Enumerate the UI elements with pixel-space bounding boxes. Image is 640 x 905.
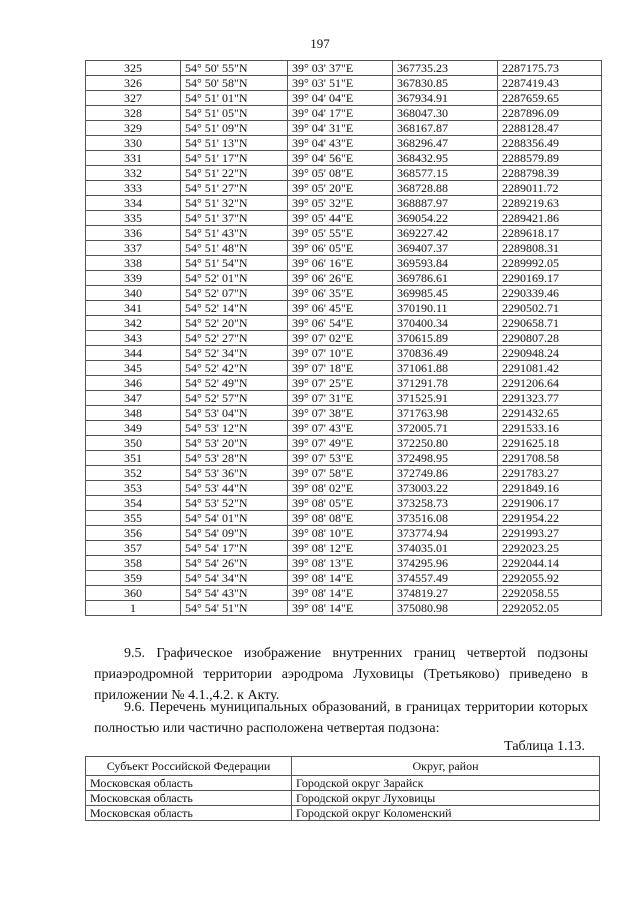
table-cell: 2290502.71 — [498, 301, 602, 316]
table-row — [86, 586, 602, 601]
table-cell: 39° 04' 31"E — [288, 121, 393, 136]
table-cell: 39° 07' 10"E — [288, 346, 393, 361]
table-cell: 368728.88 — [393, 181, 498, 196]
table-row — [86, 76, 602, 91]
table-cell: 39° 08' 02"E — [288, 481, 393, 496]
table-cell: 39° 06' 54"E — [288, 316, 393, 331]
table-cell: 39° 04' 43"E — [288, 136, 393, 151]
table-cell: 54° 52' 34"N — [181, 346, 288, 361]
table-row — [86, 496, 602, 511]
table-cell: 2291432.65 — [498, 406, 602, 421]
table-cell: 2291954.22 — [498, 511, 602, 526]
table-cell: 54° 50' 58"N — [181, 76, 288, 91]
table-cell: 2288798.39 — [498, 166, 602, 181]
table-cell: 341 — [86, 301, 181, 316]
table-cell: 373003.22 — [393, 481, 498, 496]
table-cell: 54° 53' 44"N — [181, 481, 288, 496]
table-cell: 54° 51' 17"N — [181, 151, 288, 166]
table-cell: 329 — [86, 121, 181, 136]
table-cell: Московская область — [86, 776, 292, 791]
table-row — [86, 791, 600, 806]
table-cell: 355 — [86, 511, 181, 526]
table-cell: 54° 54' 43"N — [181, 586, 288, 601]
table-row — [86, 91, 602, 106]
table-cell: 2288579.89 — [498, 151, 602, 166]
table-cell: 2292023.25 — [498, 541, 602, 556]
table-cell: 368887.97 — [393, 196, 498, 211]
table-cell: 39° 08' 05"E — [288, 496, 393, 511]
table-cell: 54° 53' 12"N — [181, 421, 288, 436]
table-cell: 39° 05' 44"E — [288, 211, 393, 226]
table-cell: 39° 08' 14"E — [288, 601, 393, 616]
table-cell: 371525.91 — [393, 391, 498, 406]
table-cell: 54° 51' 09"N — [181, 121, 288, 136]
table-cell: 39° 04' 17"E — [288, 106, 393, 121]
table-cell: 353 — [86, 481, 181, 496]
table-cell: 352 — [86, 466, 181, 481]
table-cell: 54° 54' 09"N — [181, 526, 288, 541]
table-cell: 54° 52' 20"N — [181, 316, 288, 331]
column-header-subject: Субъект Российской Федерации — [86, 757, 292, 776]
table-cell: 358 — [86, 556, 181, 571]
table-row — [86, 601, 602, 616]
table-cell: 327 — [86, 91, 181, 106]
table-row — [86, 466, 602, 481]
table-cell: Московская область — [86, 791, 292, 806]
table-cell: 54° 51' 37"N — [181, 211, 288, 226]
table-row — [86, 316, 602, 331]
table-cell: 2289618.17 — [498, 226, 602, 241]
table-row — [86, 391, 602, 406]
table-cell: 39° 08' 12"E — [288, 541, 393, 556]
table-cell: 371763.98 — [393, 406, 498, 421]
table-row — [86, 541, 602, 556]
table-row — [86, 406, 602, 421]
table-cell: 343 — [86, 331, 181, 346]
table-cell: 39° 08' 13"E — [288, 556, 393, 571]
table-row — [86, 421, 602, 436]
table-cell: 2289219.63 — [498, 196, 602, 211]
table-cell: 54° 51' 54"N — [181, 256, 288, 271]
table-cell: 39° 06' 26"E — [288, 271, 393, 286]
table-cell: 39° 06' 16"E — [288, 256, 393, 271]
table-cell: 2292058.55 — [498, 586, 602, 601]
table-cell: 54° 52' 42"N — [181, 361, 288, 376]
table-cell: 2291783.27 — [498, 466, 602, 481]
table-cell: 335 — [86, 211, 181, 226]
table-cell: 54° 54' 26"N — [181, 556, 288, 571]
table-cell: 54° 52' 01"N — [181, 271, 288, 286]
table-row — [86, 451, 602, 466]
table-cell: 54° 52' 27"N — [181, 331, 288, 346]
table-cell: 368167.87 — [393, 121, 498, 136]
table-cell: 345 — [86, 361, 181, 376]
table-row — [86, 511, 602, 526]
table-cell: 371291.78 — [393, 376, 498, 391]
table-cell: 369786.61 — [393, 271, 498, 286]
table-cell: 54° 54' 17"N — [181, 541, 288, 556]
table-cell: 346 — [86, 376, 181, 391]
table-cell: 334 — [86, 196, 181, 211]
table-cell: 54° 52' 49"N — [181, 376, 288, 391]
table-cell: 54° 51' 27"N — [181, 181, 288, 196]
table-row — [86, 776, 600, 791]
coordinates-table — [85, 60, 602, 616]
table-cell: 369985.45 — [393, 286, 498, 301]
table-cell: 370615.89 — [393, 331, 498, 346]
table-row — [86, 61, 602, 76]
table-caption: Таблица 1.13. — [504, 739, 585, 754]
table-cell: 39° 05' 55"E — [288, 226, 393, 241]
table-cell: 39° 05' 08"E — [288, 166, 393, 181]
table-cell: 2290658.71 — [498, 316, 602, 331]
table-cell: 39° 08' 08"E — [288, 511, 393, 526]
table-cell: 2288128.47 — [498, 121, 602, 136]
table-cell: 39° 07' 49"E — [288, 436, 393, 451]
table-cell: 39° 07' 38"E — [288, 406, 393, 421]
table-cell: 339 — [86, 271, 181, 286]
table-cell: 331 — [86, 151, 181, 166]
table-cell: 39° 07' 58"E — [288, 466, 393, 481]
table-row — [86, 376, 602, 391]
table-cell: 344 — [86, 346, 181, 361]
table-cell: 337 — [86, 241, 181, 256]
table-cell: 39° 06' 45"E — [288, 301, 393, 316]
table-cell: 39° 05' 32"E — [288, 196, 393, 211]
paragraph-9-5: 9.5. Графическое изображение внутренних границ четвертой подзоны приаэродромной территории аэродрома Луховицы (Третьяково) приведено в приложении № 4.1.,4.2. к Акту. — [94, 646, 588, 703]
table-cell: 54° 51' 13"N — [181, 136, 288, 151]
table-cell: 342 — [86, 316, 181, 331]
table-cell: 359 — [86, 571, 181, 586]
table-cell: 54° 53' 36"N — [181, 466, 288, 481]
table-row — [86, 106, 602, 121]
table-cell: 39° 04' 04"E — [288, 91, 393, 106]
table-cell: 374035.01 — [393, 541, 498, 556]
table-cell: Городской округ Луховицы — [292, 791, 600, 806]
table-cell: 2287896.09 — [498, 106, 602, 121]
table-cell: 54° 54' 34"N — [181, 571, 288, 586]
table-cell: 1 — [86, 601, 181, 616]
table-cell: 328 — [86, 106, 181, 121]
table-cell: 39° 08' 14"E — [288, 586, 393, 601]
table-row — [86, 556, 602, 571]
table-cell: 2291206.64 — [498, 376, 602, 391]
table-cell: 373516.08 — [393, 511, 498, 526]
table-cell: 373258.73 — [393, 496, 498, 511]
table-cell: 333 — [86, 181, 181, 196]
table-cell: Московская область — [86, 806, 292, 821]
table-cell: 2291906.17 — [498, 496, 602, 511]
table-cell: 375080.98 — [393, 601, 498, 616]
table-cell: 350 — [86, 436, 181, 451]
table-cell: 54° 53' 52"N — [181, 496, 288, 511]
table-cell: 332 — [86, 166, 181, 181]
table-row — [86, 361, 602, 376]
table-cell: 39° 03' 51"E — [288, 76, 393, 91]
table-cell: 348 — [86, 406, 181, 421]
table-cell: 54° 51' 22"N — [181, 166, 288, 181]
table-cell: 39° 04' 56"E — [288, 151, 393, 166]
table-cell: 2291993.27 — [498, 526, 602, 541]
table-cell: 2291708.58 — [498, 451, 602, 466]
table-cell: 2289808.31 — [498, 241, 602, 256]
table-cell: 368047.30 — [393, 106, 498, 121]
table-cell: 372498.95 — [393, 451, 498, 466]
table-cell: 372250.80 — [393, 436, 498, 451]
table-cell: 39° 08' 10"E — [288, 526, 393, 541]
table-cell: 374819.27 — [393, 586, 498, 601]
table-cell: 367830.85 — [393, 76, 498, 91]
table-cell: 2290948.24 — [498, 346, 602, 361]
table-row — [86, 286, 602, 301]
table-cell: 374557.49 — [393, 571, 498, 586]
table-cell: 2291323.77 — [498, 391, 602, 406]
table-row — [86, 151, 602, 166]
page-number: 197 — [310, 36, 330, 51]
table-cell: 54° 51' 48"N — [181, 241, 288, 256]
table-cell: 357 — [86, 541, 181, 556]
table-cell: 368432.95 — [393, 151, 498, 166]
table-cell: 54° 51' 43"N — [181, 226, 288, 241]
table-cell: 39° 07' 18"E — [288, 361, 393, 376]
table-cell: 369407.37 — [393, 241, 498, 256]
table-cell: 371061.88 — [393, 361, 498, 376]
table-cell: 349 — [86, 421, 181, 436]
table-row — [86, 346, 602, 361]
table-cell: 54° 53' 04"N — [181, 406, 288, 421]
table-cell: 372005.71 — [393, 421, 498, 436]
table-cell: 54° 53' 28"N — [181, 451, 288, 466]
table-cell: 326 — [86, 76, 181, 91]
table-cell: 370836.49 — [393, 346, 498, 361]
table-cell: 54° 51' 32"N — [181, 196, 288, 211]
table-cell: 373774.94 — [393, 526, 498, 541]
table-cell: 374295.96 — [393, 556, 498, 571]
table-cell: 39° 05' 20"E — [288, 181, 393, 196]
table-cell: 2292055.92 — [498, 571, 602, 586]
table-cell: 340 — [86, 286, 181, 301]
table-cell: 370400.34 — [393, 316, 498, 331]
table-cell: 338 — [86, 256, 181, 271]
table-cell: 39° 07' 25"E — [288, 376, 393, 391]
table-cell: 2288356.49 — [498, 136, 602, 151]
table-row — [86, 166, 602, 181]
table-cell: 2291081.42 — [498, 361, 602, 376]
table-cell: 54° 54' 01"N — [181, 511, 288, 526]
table-cell: 39° 06' 05"E — [288, 241, 393, 256]
table-cell: 367934.91 — [393, 91, 498, 106]
table-cell: 39° 07' 53"E — [288, 451, 393, 466]
table-cell: 2291849.16 — [498, 481, 602, 496]
table-row — [86, 211, 602, 226]
table-cell: 367735.23 — [393, 61, 498, 76]
paragraph-9-6: 9.6. Перечень муниципальных образований, в границах территории которых полностью или частично расположена четвертая подзона: — [94, 700, 588, 736]
column-header-district: Округ, район — [292, 757, 600, 776]
table-cell: 2289992.05 — [498, 256, 602, 271]
table-cell: 39° 07' 31"E — [288, 391, 393, 406]
table-cell: 325 — [86, 61, 181, 76]
table-cell: 39° 07' 02"E — [288, 331, 393, 346]
table-cell: 39° 03' 37"E — [288, 61, 393, 76]
table-cell: 2292044.14 — [498, 556, 602, 571]
table-row — [86, 526, 602, 541]
table-cell: 369227.42 — [393, 226, 498, 241]
table-cell: 39° 07' 43"E — [288, 421, 393, 436]
table-cell: 370190.11 — [393, 301, 498, 316]
table-cell: 369054.22 — [393, 211, 498, 226]
table-row — [86, 481, 602, 496]
table-cell: 2292052.05 — [498, 601, 602, 616]
table-cell: 330 — [86, 136, 181, 151]
table-row — [86, 241, 602, 256]
table-cell: 2287659.65 — [498, 91, 602, 106]
table-cell: 2287175.73 — [498, 61, 602, 76]
table-cell: 368577.15 — [393, 166, 498, 181]
table-cell: 54° 52' 07"N — [181, 286, 288, 301]
table-cell: 54° 51' 01"N — [181, 91, 288, 106]
table-cell: 2289421.86 — [498, 211, 602, 226]
table-cell: 2287419.43 — [498, 76, 602, 91]
table-row — [86, 331, 602, 346]
table-row — [86, 806, 600, 821]
table-row — [86, 271, 602, 286]
table-cell: 356 — [86, 526, 181, 541]
table-row — [86, 196, 602, 211]
table-row — [86, 226, 602, 241]
table-cell: 351 — [86, 451, 181, 466]
table-row — [86, 121, 602, 136]
table-row — [86, 436, 602, 451]
table-cell: 54° 53' 20"N — [181, 436, 288, 451]
table-cell: 54° 52' 57"N — [181, 391, 288, 406]
table-cell: 2290807.28 — [498, 331, 602, 346]
table-row — [86, 181, 602, 196]
table-cell: Городской округ Зарайск — [292, 776, 600, 791]
table-cell: 54° 50' 55"N — [181, 61, 288, 76]
table-cell: 54° 54' 51"N — [181, 601, 288, 616]
table-row — [86, 136, 602, 151]
table-cell: 368296.47 — [393, 136, 498, 151]
table-cell: 39° 06' 35"E — [288, 286, 393, 301]
table-row — [86, 256, 602, 271]
table-cell: 347 — [86, 391, 181, 406]
table-cell: 2289011.72 — [498, 181, 602, 196]
table-cell: Городской округ Коломенский — [292, 806, 600, 821]
table-cell: 336 — [86, 226, 181, 241]
table-cell: 354 — [86, 496, 181, 511]
table-cell: 39° 08' 14"E — [288, 571, 393, 586]
table-cell: 2291533.16 — [498, 421, 602, 436]
table-cell: 369593.84 — [393, 256, 498, 271]
table-row — [86, 301, 602, 316]
table-cell: 372749.86 — [393, 466, 498, 481]
table-row — [86, 571, 602, 586]
municipalities-table — [85, 756, 600, 821]
table-cell: 54° 51' 05"N — [181, 106, 288, 121]
table-cell: 2290339.46 — [498, 286, 602, 301]
table-cell: 54° 52' 14"N — [181, 301, 288, 316]
table-cell: 360 — [86, 586, 181, 601]
table-cell: 2290169.17 — [498, 271, 602, 286]
table-cell: 2291625.18 — [498, 436, 602, 451]
